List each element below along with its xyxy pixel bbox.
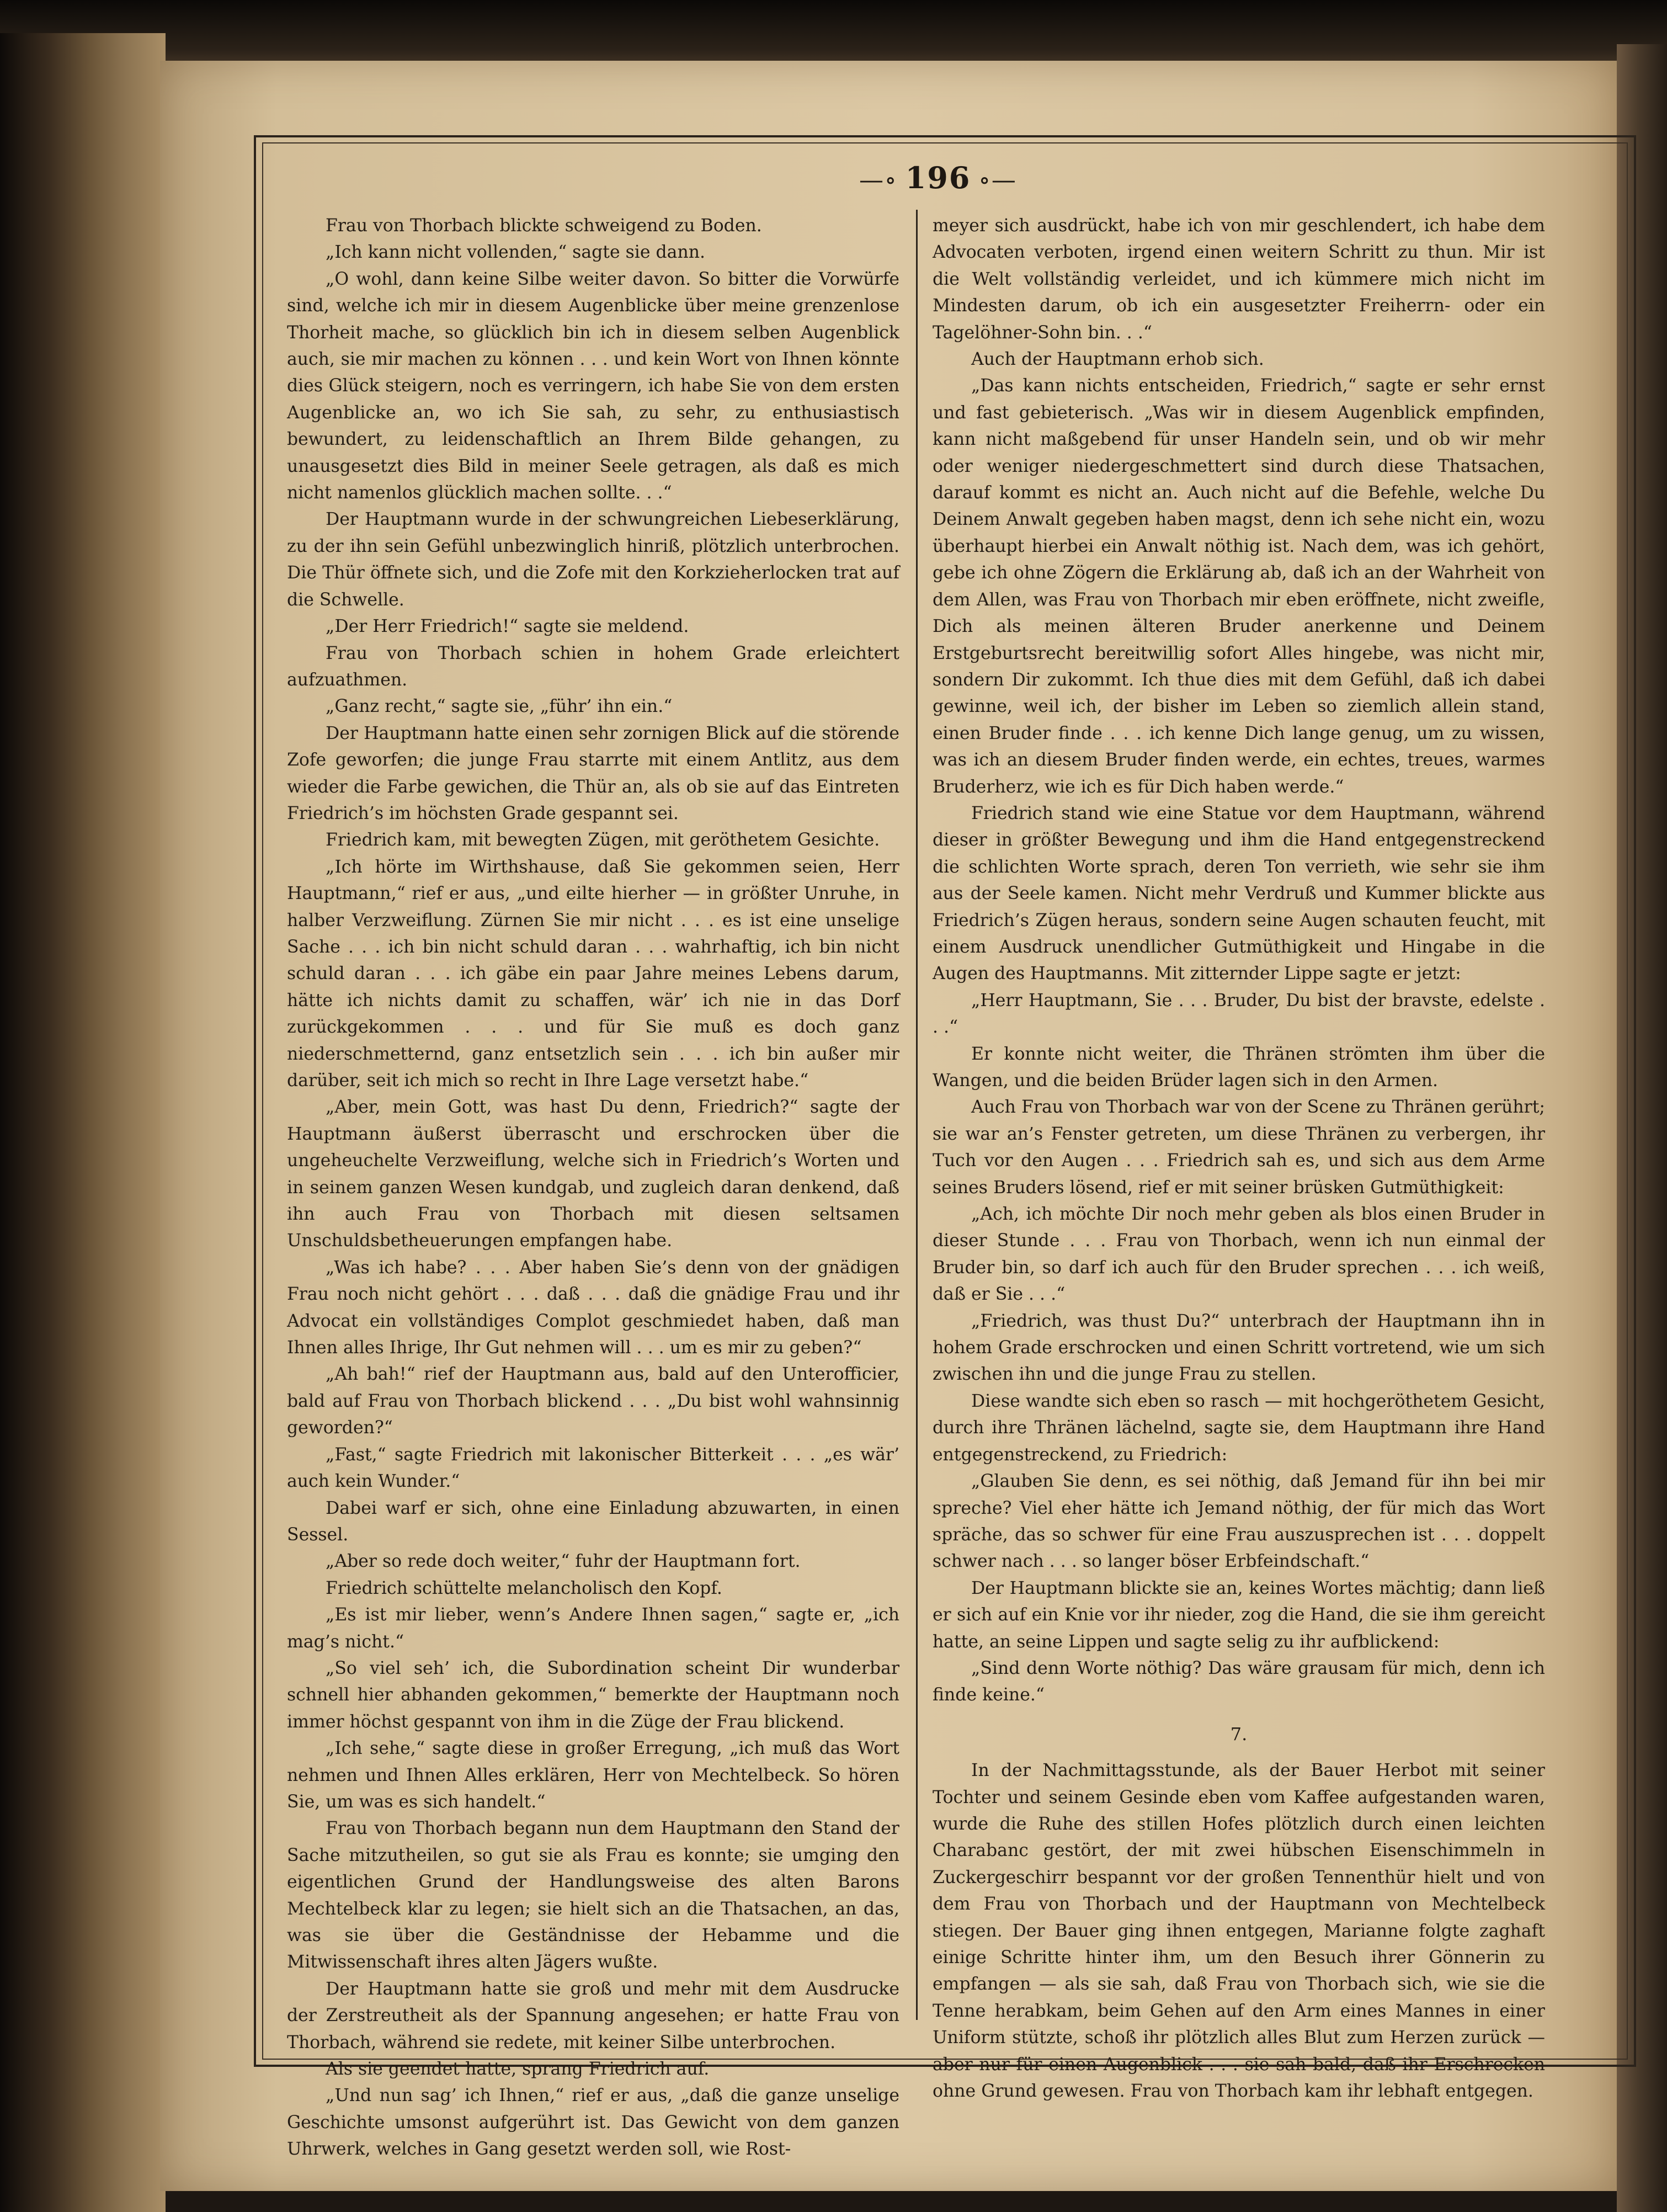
paragraph: Als sie geendet hatte, sprang Friedrich auf. xyxy=(326,2059,710,2080)
paragraph: „Ah bah!“ rief der Hauptmann aus, bald auf den Unterofficier, bald auf Frau von Thorbach blickend . . . „Du bist wohl wahnsinnig geworden?“ xyxy=(287,1364,899,1438)
paragraph: Friedrich schüttelte melancholisch den Kopf. xyxy=(326,1578,722,1598)
paragraph: „Es ist mir lieber, wenn’s Andere Ihnen sagen,“ sagte er, „ich mag’s nicht.“ xyxy=(287,1605,899,1652)
paragraph: Frau von Thorbach blickte schweigend zu Boden. xyxy=(326,216,762,236)
page-number: 196 xyxy=(905,160,971,195)
left-column xyxy=(287,212,899,2163)
paragraph: „Und nun sag’ ich Ihnen,“ rief er aus, „daß die ganze unselige Geschichte umsonst aufgerührt ist. Das Gewicht von dem ganzen Uhrwerk, welches in Gang gesetzt werden soll, wie Rost- xyxy=(287,2086,899,2160)
paragraph: „Ach, ich möchte Dir noch mehr geben als blos einen Bruder in dieser Stunde . . . Frau von Thorbach, wenn ich nun einmal der Bruder bin, so darf ich auch für den Bruder sprechen . . . ich weiß, daß er Sie . . .“ xyxy=(933,1204,1545,1305)
paragraph: „Das kann nichts entscheiden, Friedrich,“ sagte er sehr ernst und fast gebieterisch. „Was wir in diesem Augenblick empfinden, kann nicht maßgebend für unser Handeln sein, und ob wir mehr oder weniger niedergeschmettert sind durch diese Thatsachen, darauf kommt es nicht an. Auch nicht auf die Befehle, welche Du Deinem Anwalt gegeben haben magst, denn ich sehe nicht ein, wozu überhaupt hierbei ein Anwalt nöthig ist. Nach dem, was ich gehört, gebe ich ohne Zögern die Erklärung ab, daß ich an der Wahrheit von dem Allen, was Frau von Thorbach mir eben eröffnete, nicht zweifle, Dich als meinen älteren Bruder anerkenne und Deinem Erstgeburtsrecht bereitwillig sofort Alles hingebe, was nicht mir, sondern Dir zukommt. Ich thue dies mit dem Gefühl, daß ich dabei gewinne, weil ich, der bisher im Leben so ziemlich allein stand, einen Bruder finde . . . ich kenne Dich lange genug, um zu wissen, was ich an diesem Bruder finden werde, ein echtes, treues, warmes Bruderherz, wie ich es für Dich haben werde.“ xyxy=(933,376,1545,797)
paragraph: Auch Frau von Thorbach war von der Scene zu Thränen gerührt; sie war an’s Fenster getreten, um diese Thränen zu verbergen, ihr Tuch vor den Augen . . . Friedrich sah es, und sich aus dem Arme seines Bruders lösend, rief er mit seiner brüsken Gutmüthigkeit: xyxy=(933,1097,1545,1198)
paragraph: „Ich sehe,“ sagte diese in großer Erregung, „ich muß das Wort nehmen und Ihnen Alles erklären, Herr von Mechtelbeck. So hören Sie, um was es sich handelt.“ xyxy=(287,1738,899,1812)
paragraph-continued: meyer sich ausdrückt, habe ich von mir geschlendert, ich habe dem Advocaten verboten, irgend einen weitern Schritt zu thun. Mir ist die Welt vollständig verleidet, und ich kümmere mich nicht im Mindesten darum, ob ich ein ausgesetzter Freiherrn- oder ein Tagelöhner-Sohn bin. . .“ xyxy=(933,216,1545,343)
page-number-header xyxy=(800,160,1076,199)
book-spine-pages-edge xyxy=(0,33,166,2212)
paragraph: Er konnte nicht weiter, die Thränen strömten ihm über die Wangen, und die beiden Brüder lagen sich in den Armen. xyxy=(933,1044,1545,1091)
paragraph: Auch der Hauptmann erhob sich. xyxy=(971,349,1264,370)
paragraph: Der Hauptmann hatte einen sehr zornigen Blick auf die störende Zofe geworfen; die junge Frau starrte mit einem Antlitz, aus dem wieder die Farbe gewichen, die Thür an, als ob sie auf das Eintreten Friedrich’s im höchsten Grade gespannt sei. xyxy=(287,723,899,823)
paragraph: „Ganz recht,“ sagte sie, „führ’ ihn ein.“ xyxy=(326,696,673,717)
paragraph: „Friedrich, was thust Du?“ unterbrach der Hauptmann ihn in hohem Grade erschrocken und einen Schritt vortretend, wie um sich zwischen ihn und die junge Frau zu stellen. xyxy=(933,1311,1545,1385)
paragraph: „So viel seh’ ich, die Subordination scheint Dir wunderbar schnell hier abhanden gekommen,“ bemerkte der Hauptmann noch immer höchst gespannt von ihm in die Züge der Frau blickend. xyxy=(287,1658,899,1732)
column-divider xyxy=(916,210,918,2020)
paragraph: „Herr Hauptmann, Sie . . . Bruder, Du bist der bravste, edelste . . .“ xyxy=(933,990,1545,1038)
paragraph: „Was ich habe? . . . Aber haben Sie’s denn von der gnädigen Frau noch nicht gehört . . . daß . . . daß die gnädige Frau und ihr Advocat ein vollständiges Complot geschmiedet haben, daß man Ihnen alles Ihrige, Ihr Gut nehmen will . . . um es mir zu geben?“ xyxy=(287,1257,899,1358)
section-number: 7. xyxy=(1230,1723,1248,1745)
paragraph: Diese wandte sich eben so rasch — mit hochgeröthetem Gesicht, durch ihre Thränen lächelnd, sagte sie, dem Hauptmann ihre Hand entgegenstreckend, zu Friedrich: xyxy=(933,1391,1545,1465)
paragraph: Frau von Thorbach begann nun dem Hauptmann den Stand der Sache mitzutheilen, so gut sie als Frau es konnte; sie umging den eigentlichen Grund der Handlungsweise des alten Barons Mechtelbeck klar zu legen; sie hielt sich an die Thatsachen, an das, was sie über die Geständnisse der Hebamme und die Mitwissenschaft ihres alten Jägers wußte. xyxy=(287,1818,899,1972)
paragraph: Friedrich stand wie eine Statue vor dem Hauptmann, während dieser in größter Bewegung und ihm die Hand entgegenstreckend die schlichten Worte sprach, deren Ton verrieth, wie sehr sie ihm aus der Seele kamen. Nicht mehr Verdruß und Kummer blickte aus Friedrich’s Zügen heraus, sondern seine Augen schauten feucht, mit einem Ausdruck unendlicher Gutmüthigkeit und Hingabe in die Augen des Hauptmanns. Mit zitternder Lippe sagte er jetzt: xyxy=(933,803,1545,984)
paragraph: Dabei warf er sich, ohne eine Einladung abzuwarten, in einen Sessel. xyxy=(287,1498,899,1545)
paragraph: Der Hauptmann blickte sie an, keines Wortes mächtig; dann ließ er sich auf ein Knie vor ihr nieder, zog die Hand, die sie ihm gereicht hatte, an seine Lippen und sagte selig zu ihr aufblickend: xyxy=(933,1578,1545,1652)
paragraph: „Ich kann nicht vollenden,“ sagte sie dann. xyxy=(326,242,706,263)
paragraph: „Aber so rede doch weiter,“ fuhr der Hauptmann fort. xyxy=(326,1551,801,1572)
paragraph: „Aber, mein Gott, was hast Du denn, Friedrich?“ sagte der Hauptmann äußerst überrascht und erschrocken über die ungeheuchelte Verzweiflung, welche sich in Friedrich’s Worten und in seinem ganzen Wesen kundgab, und zugleich daran denkend, daß ihn auch Frau von Thorbach mit diesen seltsamen Unschuldsbetheuerungen empfangen habe. xyxy=(287,1097,899,1251)
paragraph: Frau von Thorbach schien in hohem Grade erleichtert aufzuathmen. xyxy=(287,643,899,690)
ornament-right: ∘— xyxy=(978,166,1017,194)
paragraph: „O wohl, dann keine Silbe weiter davon. So bitter die Vorwürfe sind, welche ich mir in diesem Augenblicke über meine grenzenlose Thorheit mache, so glücklich bin ich in diesem selben Augenblick auch, sie mir machen zu können . . . und kein Wort von Ihnen könnte dies Glück steigern, noch es verringern, ich habe Sie von dem ersten Augenblicke an, wo ich Sie sah, zu sehr, zu enthusiastisch bewundert, zu leidenschaftlich an Ihrem Bilde gehangen, zu unausgesetzt dies Bild in meiner Seele getragen, als daß es mich nicht namenlos glücklich machen sollte. . .“ xyxy=(287,269,899,503)
paragraph: „Der Herr Friedrich!“ sagte sie meldend. xyxy=(326,616,689,637)
paragraph: Der Hauptmann wurde in der schwungreichen Liebeserklärung, zu der ihn sein Gefühl unbezwinglich hinriß, plötzlich unterbrochen. Die Thür öffnete sich, und die Zofe mit den Korkzieherlocken trat auf die Schwelle. xyxy=(287,509,899,610)
paragraph: „Fast,“ sagte Friedrich mit lakonischer Bitterkeit . . . „es wär’ auch kein Wunder.“ xyxy=(287,1444,899,1492)
ornament-left: —∘ xyxy=(859,166,898,194)
right-column xyxy=(933,212,1545,2104)
paragraph: In der Nachmittagsstunde, als der Bauer Herbot mit seiner Tochter und seinem Gesinde eben vom Kaffee aufgestanden waren, wurde die Ruhe des stillen Hofes plötzlich durch einen leichten Charabanc gestört, der mit zwei hübschen Eisenschimmeln in Zuckergeschirr bespannt vor der großen Tennenthür hielt und von dem Frau von Thorbach und der Hauptmann von Mechtelbeck stiegen. Der Bauer ging ihnen entgegen, Marianne folgte zaghaft einige Schritte hinter ihm, um den Besuch ihrer Gönnerin zu empfangen — als sie sah, daß Frau von Thorbach sich, wie sie die Tenne herabkam, beim Gehen auf den Arm eines Mannes in einer Uniform stützte, schoß ihr plötzlich alles Blut zum Herzen zurück — aber nur für einen Augenblick . . . sie sah bald, daß ihr Erschrecken ohne Grund gewesen. Frau von Thorbach kam ihr lebhaft entgegen. xyxy=(933,1761,1545,2102)
paragraph: Friedrich kam, mit bewegten Zügen, mit geröthetem Gesichte. xyxy=(326,830,880,850)
paragraph: Der Hauptmann hatte sie groß und mehr mit dem Ausdrucke der Zerstreutheit als der Spannung angesehen; er hatte Frau von Thorbach, während sie redete, mit keiner Silbe unterbrochen. xyxy=(287,1979,899,2053)
paragraph: „Ich hörte im Wirthshause, daß Sie gekommen seien, Herr Hauptmann,“ rief er aus, „und eilte hierher — in größter Unruhe, in halber Verzweiflung. Zürnen Sie mir nicht . . . es ist eine unselige Sache . . . ich bin nicht schuld daran . . . wahrhaftig, ich bin nicht schuld daran . . . ich gäbe ein paar Jahre meines Lebens darum, hätte ich nichts damit zu schaffen, wär’ ich nie in das Dorf zurückgekommen . . . und für Sie muß es doch ganz niederschmetternd, ganz entsetzlich sein . . . ich bin außer mir darüber, seit ich mich so recht in Ihre Lage versetzt habe.“ xyxy=(287,857,899,1091)
paragraph: „Sind denn Worte nöthig? Das wäre grausam für mich, denn ich finde keine.“ xyxy=(933,1658,1545,1705)
paragraph: „Glauben Sie denn, es sei nöthig, daß Jemand für ihn bei mir spreche? Viel eher hätte ich Jemand nöthig, der für mich das Wort spräche, das so schwer für eine Frau auszusprechen ist . . . doppelt schwer nach . . . so langer böser Erbfeindschaft.“ xyxy=(933,1471,1545,1572)
